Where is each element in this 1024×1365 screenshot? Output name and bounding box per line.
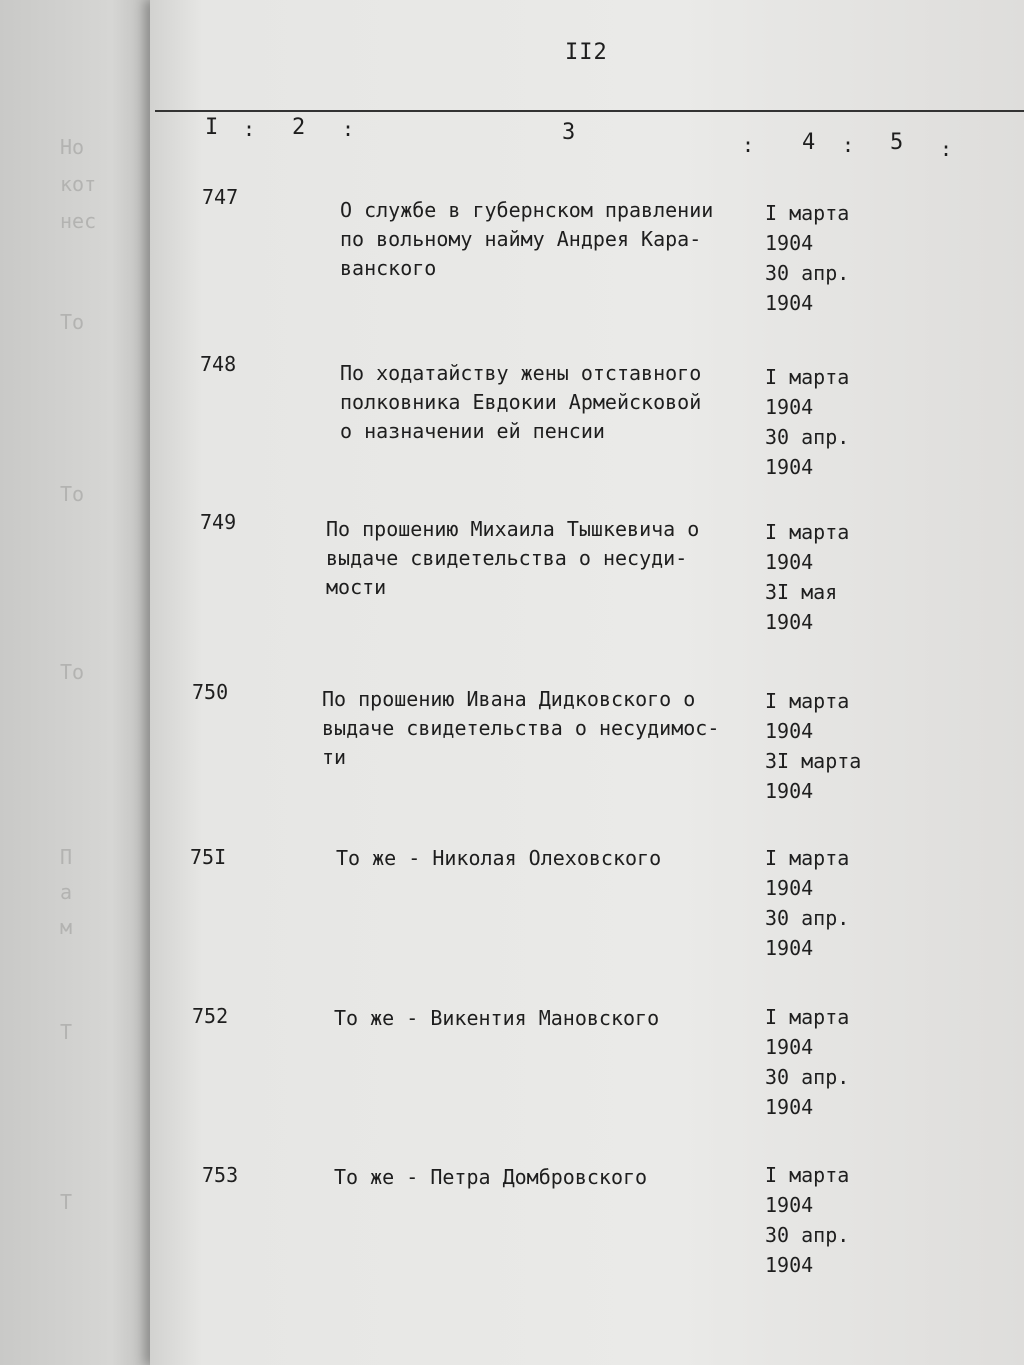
col-header-2: 2 — [292, 115, 306, 140]
start-year: 1904 — [765, 1193, 814, 1217]
col-header-3: 3 — [562, 120, 576, 145]
start-date: I марта — [765, 689, 850, 713]
prev-page-fragment: кот — [60, 172, 97, 196]
end-date: 30 апр. — [765, 1223, 850, 1247]
desc-line: То же - Викентия Мановского — [334, 1006, 660, 1030]
desc-line: выдаче свидетельства о несуди- — [326, 546, 688, 570]
row-number: 753 — [202, 1163, 239, 1187]
row-description — [322, 685, 719, 772]
col-header-1: I — [205, 115, 219, 140]
row-number: 75I — [190, 845, 227, 869]
start-year: 1904 — [765, 395, 814, 419]
desc-line: То же - Петра Домбровского — [334, 1165, 648, 1189]
row-number: 747 — [202, 185, 239, 209]
prev-page-fragment: а — [60, 880, 73, 904]
row-number: 752 — [192, 1004, 229, 1028]
row-dates — [765, 517, 849, 637]
desc-line: полковника Евдокии Армейсковой — [340, 390, 702, 414]
desc-line: ти — [322, 745, 347, 769]
row-number: 748 — [200, 352, 237, 376]
start-date: I марта — [765, 201, 850, 225]
desc-line: выдаче свидетельства о несудимос- — [322, 716, 720, 740]
prev-page-fragment: То — [60, 310, 85, 334]
prev-page-fragment: нес — [60, 209, 97, 233]
row-description — [336, 844, 661, 873]
desc-line: По прошению Михаила Тышкевича о — [326, 517, 700, 541]
end-date: 30 апр. — [765, 1065, 850, 1089]
col-header-4: 4 — [802, 130, 816, 155]
start-year: 1904 — [765, 550, 814, 574]
end-year: 1904 — [765, 1253, 814, 1277]
end-year: 1904 — [765, 779, 814, 803]
row-dates — [765, 686, 861, 806]
row-dates — [765, 843, 849, 963]
prev-page-fragment: Т — [60, 1020, 73, 1044]
row-description — [334, 1004, 659, 1033]
row-dates — [765, 362, 849, 482]
end-date: 3I мая — [765, 580, 838, 604]
start-date: I марта — [765, 520, 850, 544]
end-year: 1904 — [765, 1095, 814, 1119]
start-year: 1904 — [765, 1035, 814, 1059]
start-date: I марта — [765, 1005, 850, 1029]
start-year: 1904 — [765, 719, 814, 743]
col-separator: : — [842, 133, 855, 157]
row-description — [326, 515, 699, 602]
start-date: I марта — [765, 365, 850, 389]
desc-line: По прошению Ивана Дидковского о — [322, 687, 696, 711]
start-date: I марта — [765, 1163, 850, 1187]
start-year: 1904 — [765, 876, 814, 900]
end-date: 30 апр. — [765, 261, 850, 285]
previous-page-edge — [0, 0, 160, 1365]
end-year: 1904 — [765, 610, 814, 634]
desc-line: о назначении ей пенсии — [340, 419, 605, 443]
col-separator: : — [243, 117, 256, 141]
header-rule — [155, 110, 1024, 112]
col-separator: : — [342, 117, 355, 141]
row-dates — [765, 1002, 849, 1122]
desc-line: То же - Николая Олеховского — [336, 846, 662, 870]
col-separator: : — [940, 137, 953, 161]
row-description — [340, 196, 713, 283]
end-date: 30 апр. — [765, 906, 850, 930]
desc-line: О службе в губернском правлении — [340, 198, 714, 222]
prev-page-fragment: П — [60, 845, 73, 869]
start-year: 1904 — [765, 231, 814, 255]
page-number: II2 — [565, 40, 608, 65]
prev-page-fragment: То — [60, 660, 85, 684]
col-separator: : — [742, 133, 755, 157]
start-date: I марта — [765, 846, 850, 870]
row-dates — [765, 198, 849, 318]
prev-page-fragment: м — [60, 915, 73, 939]
desc-line: по вольному найму Андрея Кара- — [340, 227, 702, 251]
row-number: 750 — [192, 680, 229, 704]
end-year: 1904 — [765, 291, 814, 315]
prev-page-fragment: Но — [60, 135, 85, 159]
col-header-5: 5 — [890, 130, 904, 155]
desc-line: ванского — [340, 256, 437, 280]
prev-page-fragment: То — [60, 482, 85, 506]
row-description — [340, 359, 701, 446]
desc-line: По ходатайству жены отставного — [340, 361, 702, 385]
row-number: 749 — [200, 510, 237, 534]
row-dates — [765, 1160, 849, 1280]
desc-line: мости — [326, 575, 387, 599]
row-description — [334, 1163, 647, 1192]
prev-page-fragment: Т — [60, 1190, 73, 1214]
end-year: 1904 — [765, 455, 814, 479]
end-year: 1904 — [765, 936, 814, 960]
end-date: 3I марта — [765, 749, 862, 773]
end-date: 30 апр. — [765, 425, 850, 449]
